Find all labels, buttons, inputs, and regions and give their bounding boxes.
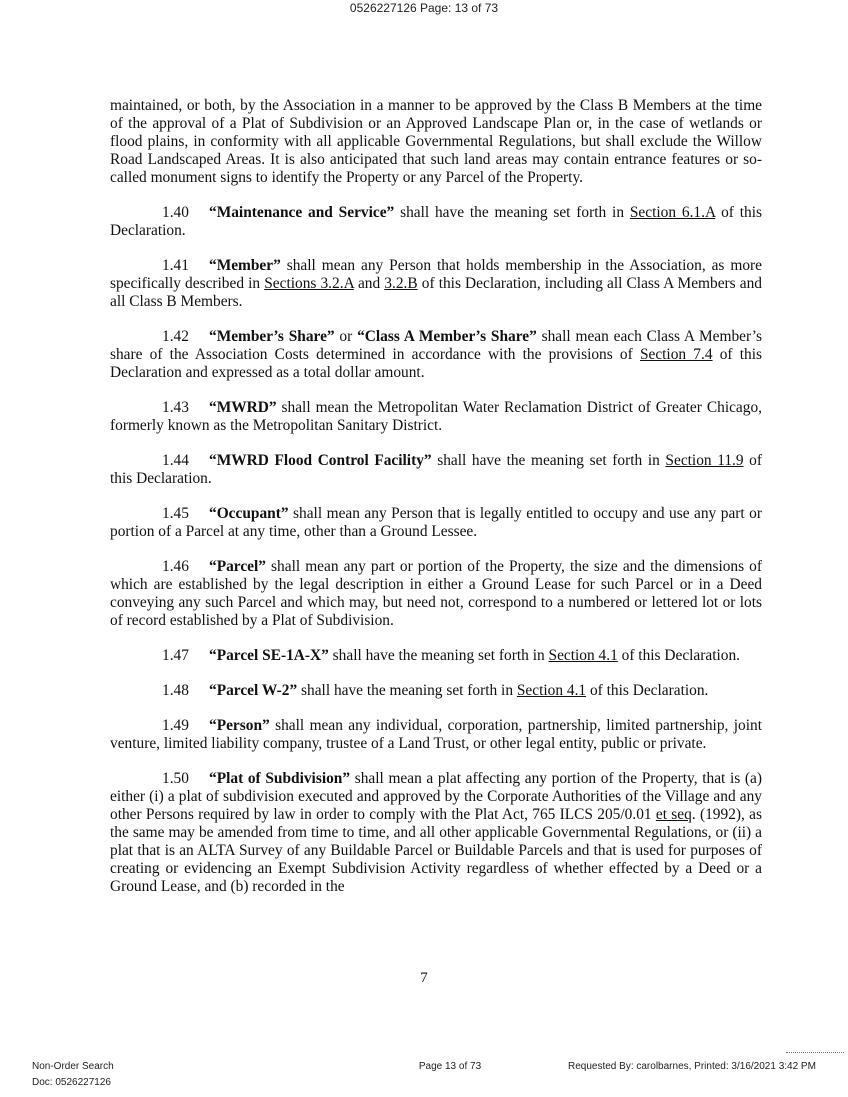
section-reference: Section 11.9: [665, 452, 744, 469]
defined-term: “Maintenance and Service”: [209, 204, 395, 221]
definition-text: of this Declaration and expressed as a total dollar amount.: [110, 346, 762, 381]
section-reference: Section 4.1: [516, 682, 587, 699]
section-number: 1.44: [162, 452, 189, 469]
definition-text: shall mean any Person that is legally entitled to occupy and use any part or portion of a Parcel at any time, other than a Ground Lessee.: [110, 505, 762, 540]
footer-requested-by: Requested By: carolbarnes, Printed: 3/16/2021 3:42 PM: [568, 1061, 816, 1072]
definition-1-46: [110, 558, 762, 630]
defined-term: “Parcel”: [209, 558, 266, 575]
definition-text: of this Declaration.: [110, 204, 762, 239]
section-number: 1.47: [162, 647, 189, 664]
definition-1-42: [110, 328, 762, 382]
defined-term: “Class A Member’s Share”: [357, 328, 537, 345]
section-number: 1.42: [162, 328, 189, 345]
definition-text: shall mean the Metropolitan Water Reclamation District of Greater Chicago, formerly known as the Metropolitan Sanitary District.: [110, 399, 762, 434]
section-reference: Section 4.1: [548, 647, 618, 664]
definition-text: of this Declaration.: [586, 682, 709, 699]
section-number: 1.41: [162, 257, 189, 274]
definition-text: of this Declaration.: [617, 647, 741, 664]
definition-1-43: [110, 399, 762, 435]
page-number: 7: [420, 970, 428, 986]
definition-text: . (1992), as the same may be amended from time to time, and all other applicable Governmental Regulations, or (ii) a plat that is an ALTA Survey of any Buildable Parcel or Buildable Parcels and that is used for purposes of creating or evidencing an Exempt Subdivision Activity regardless of whether effected by a Deed or a Ground Lease, and (b) recorded in the: [110, 806, 762, 895]
footer-search-type: Non-Order Search: [32, 1061, 114, 1072]
definition-1-49: [110, 717, 762, 753]
defined-term: “Plat of Subdivision”: [209, 770, 351, 787]
definition-1-41: [110, 257, 762, 311]
section-reference: Section 7.4: [639, 346, 713, 363]
section-number: 1.43: [162, 399, 189, 416]
defined-term: “Occupant”: [209, 505, 289, 522]
definition-text: of this Declaration, including all Class A Members and all Class B Members.: [110, 275, 762, 310]
latin-reference: et seq: [655, 806, 692, 823]
section-reference: Sections 3.2.A: [264, 275, 354, 292]
definition-1-48: [110, 682, 762, 700]
section-number: 1.49: [162, 717, 189, 734]
definition-text: of this Declaration.: [110, 452, 762, 487]
defined-term: “Person”: [209, 717, 270, 734]
section-reference: Section 6.1.A: [629, 204, 716, 221]
footer-doc-id: Doc: 0526227126: [32, 1077, 111, 1088]
definition-text: shall mean a plat affecting any portion of the Property, that is (a) either (i) a plat of subdivision executed and approved by the Corporate Authorities of the Village and any other Persons required by law in order to comply with the Plat Act, 765 ILCS 205/0.01: [110, 770, 762, 823]
definition-1-50: [110, 770, 762, 896]
section-number: 1.48: [162, 682, 189, 699]
definition-text: or: [334, 328, 358, 345]
definition-text: shall have the meaning set forth in: [431, 452, 666, 469]
defined-term: “Parcel SE-1A-X”: [209, 647, 329, 664]
defined-term: “Member’s Share”: [209, 328, 335, 345]
section-number: 1.50: [162, 770, 189, 787]
definition-1-45: [110, 505, 762, 541]
defined-term: “Parcel W-2”: [209, 682, 298, 699]
section-reference: 3.2.B: [384, 275, 418, 292]
section-number: 1.40: [162, 204, 189, 221]
definition-1-40: [110, 204, 762, 240]
section-number: 1.45: [162, 505, 189, 522]
definition-text: shall mean each Class A Member’s share of the Association Costs determined in accordance with the provisions of: [110, 328, 762, 363]
document-body: [110, 97, 762, 913]
section-number: 1.46: [162, 558, 189, 575]
intro-paragraph: maintained, or both, by the Association in a manner to be approved by the Class B Members at the time of the approval of a Plat of Subdivision or an Approved Landscape Plan or, in the case of wetlands or flood plains, in conformity with all applicable Governmental Regulations, but shall exclude the Willow Road Landscaped Areas. It is also anticipated that such land areas may contain entrance features or so-called monument signs to identify the Property or any Parcel of the Property.: [110, 97, 762, 186]
definition-text: shall have the meaning set forth in: [297, 682, 517, 699]
definition-text: shall mean any part or portion of the Property, the size and the dimensions of which are established by the legal description in either a Ground Lease for such Parcel or in a Deed conveying any such Parcel and which may, but need not, correspond to a numbered or lettered lot or lots of record established by a Plat of Subdivision.: [110, 558, 762, 629]
definition-text: shall mean any individual, corporation, partnership, limited partnership, joint venture, limited liability company, trustee of a Land Trust, or other legal entity, public or private.: [110, 717, 762, 752]
definition-text: shall have the meaning set forth in: [328, 647, 549, 664]
definition-text: and: [353, 275, 385, 292]
document-page-header: 0526227126 Page: 13 of 73: [349, 1, 499, 15]
definition-text: shall mean any Person that holds membership in the Association, as more specifically described in: [110, 257, 762, 292]
defined-term: “MWRD”: [209, 399, 277, 416]
footer-dotted-mark: [786, 1052, 844, 1053]
defined-term: “MWRD Flood Control Facility”: [209, 452, 432, 469]
footer-page-indicator: Page 13 of 73: [418, 1061, 482, 1072]
definition-text: shall have the meaning set forth in: [394, 204, 630, 221]
definition-1-47: [110, 647, 762, 665]
definition-1-44: [110, 452, 762, 488]
defined-term: “Member”: [209, 257, 281, 274]
